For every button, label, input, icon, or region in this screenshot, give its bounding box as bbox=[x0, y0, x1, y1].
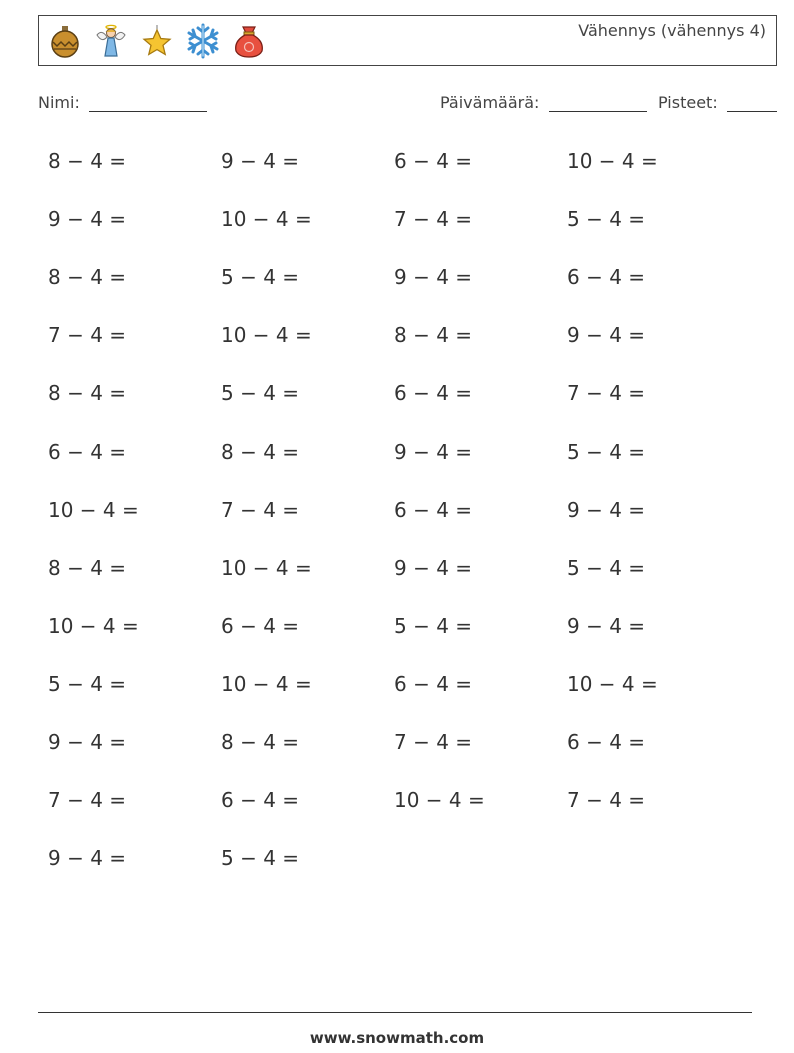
problem-item: 8 − 4 = bbox=[48, 381, 127, 405]
problem-item: 7 − 4 = bbox=[221, 498, 300, 522]
date-label: Päivämäärä: bbox=[440, 93, 540, 112]
problem-item: 6 − 4 = bbox=[394, 672, 473, 696]
worksheet-title: Vähennys (vähennys 4) bbox=[578, 21, 766, 40]
problem-item: 9 − 4 = bbox=[48, 846, 127, 870]
snowflake-icon bbox=[185, 23, 221, 59]
angel-icon bbox=[93, 23, 129, 59]
worksheet-header bbox=[38, 15, 777, 66]
problem-item: 7 − 4 = bbox=[567, 381, 646, 405]
star-icon bbox=[139, 23, 175, 59]
problem-item: 6 − 4 = bbox=[567, 730, 646, 754]
problem-item: 9 − 4 = bbox=[394, 265, 473, 289]
problem-item: 9 − 4 = bbox=[567, 614, 646, 638]
problem-item: 9 − 4 = bbox=[394, 556, 473, 580]
problem-item: 6 − 4 = bbox=[394, 498, 473, 522]
problem-item: 10 − 4 = bbox=[221, 207, 312, 231]
gift-sack-icon bbox=[231, 23, 267, 59]
score-blank[interactable] bbox=[727, 95, 777, 112]
score-label: Pisteet: bbox=[658, 93, 718, 112]
problem-item: 7 − 4 = bbox=[48, 788, 127, 812]
date-blank[interactable] bbox=[549, 95, 647, 112]
problem-item: 6 − 4 = bbox=[394, 381, 473, 405]
problem-item: 8 − 4 = bbox=[48, 556, 127, 580]
problem-item: 8 − 4 = bbox=[48, 149, 127, 173]
header-icons bbox=[47, 22, 267, 60]
problem-item: 7 − 4 = bbox=[567, 788, 646, 812]
problem-item: 5 − 4 = bbox=[567, 556, 646, 580]
problem-item: 6 − 4 = bbox=[221, 788, 300, 812]
problem-item: 10 − 4 = bbox=[394, 788, 485, 812]
name-field bbox=[38, 93, 207, 112]
score-field bbox=[658, 93, 777, 112]
problem-item: 5 − 4 = bbox=[394, 614, 473, 638]
problem-item: 5 − 4 = bbox=[567, 440, 646, 464]
problem-item: 5 − 4 = bbox=[221, 846, 300, 870]
problem-item: 8 − 4 = bbox=[221, 440, 300, 464]
date-field bbox=[440, 93, 647, 112]
problem-item: 6 − 4 = bbox=[394, 149, 473, 173]
footer-website: www.snowmath.com bbox=[309, 1029, 485, 1047]
problem-item: 6 − 4 = bbox=[567, 265, 646, 289]
problem-item: 10 − 4 = bbox=[48, 614, 139, 638]
problem-item: 8 − 4 = bbox=[221, 730, 300, 754]
problem-item: 10 − 4 = bbox=[221, 323, 312, 347]
problem-item: 10 − 4 = bbox=[567, 672, 658, 696]
problem-item: 5 − 4 = bbox=[221, 265, 300, 289]
problem-item: 9 − 4 = bbox=[567, 498, 646, 522]
problem-item: 10 − 4 = bbox=[221, 556, 312, 580]
problem-item: 5 − 4 = bbox=[48, 672, 127, 696]
problem-item: 7 − 4 = bbox=[48, 323, 127, 347]
problem-item: 7 − 4 = bbox=[394, 207, 473, 231]
problem-item: 8 − 4 = bbox=[394, 323, 473, 347]
name-blank[interactable] bbox=[89, 95, 207, 112]
problem-item: 9 − 4 = bbox=[394, 440, 473, 464]
problem-item: 9 − 4 = bbox=[48, 730, 127, 754]
problem-item: 6 − 4 = bbox=[221, 614, 300, 638]
problem-item: 9 − 4 = bbox=[48, 207, 127, 231]
problem-item: 10 − 4 = bbox=[567, 149, 658, 173]
problem-item: 9 − 4 = bbox=[567, 323, 646, 347]
problem-item: 5 − 4 = bbox=[221, 381, 300, 405]
problem-item: 7 − 4 = bbox=[394, 730, 473, 754]
problem-item: 8 − 4 = bbox=[48, 265, 127, 289]
name-label: Nimi: bbox=[38, 93, 80, 112]
footer-divider bbox=[38, 1012, 752, 1013]
problem-item: 9 − 4 = bbox=[221, 149, 300, 173]
problem-item: 6 − 4 = bbox=[48, 440, 127, 464]
problem-item: 5 − 4 = bbox=[567, 207, 646, 231]
problem-item: 10 − 4 = bbox=[48, 498, 139, 522]
problem-item: 10 − 4 = bbox=[221, 672, 312, 696]
ornament-ball-icon bbox=[47, 23, 83, 59]
